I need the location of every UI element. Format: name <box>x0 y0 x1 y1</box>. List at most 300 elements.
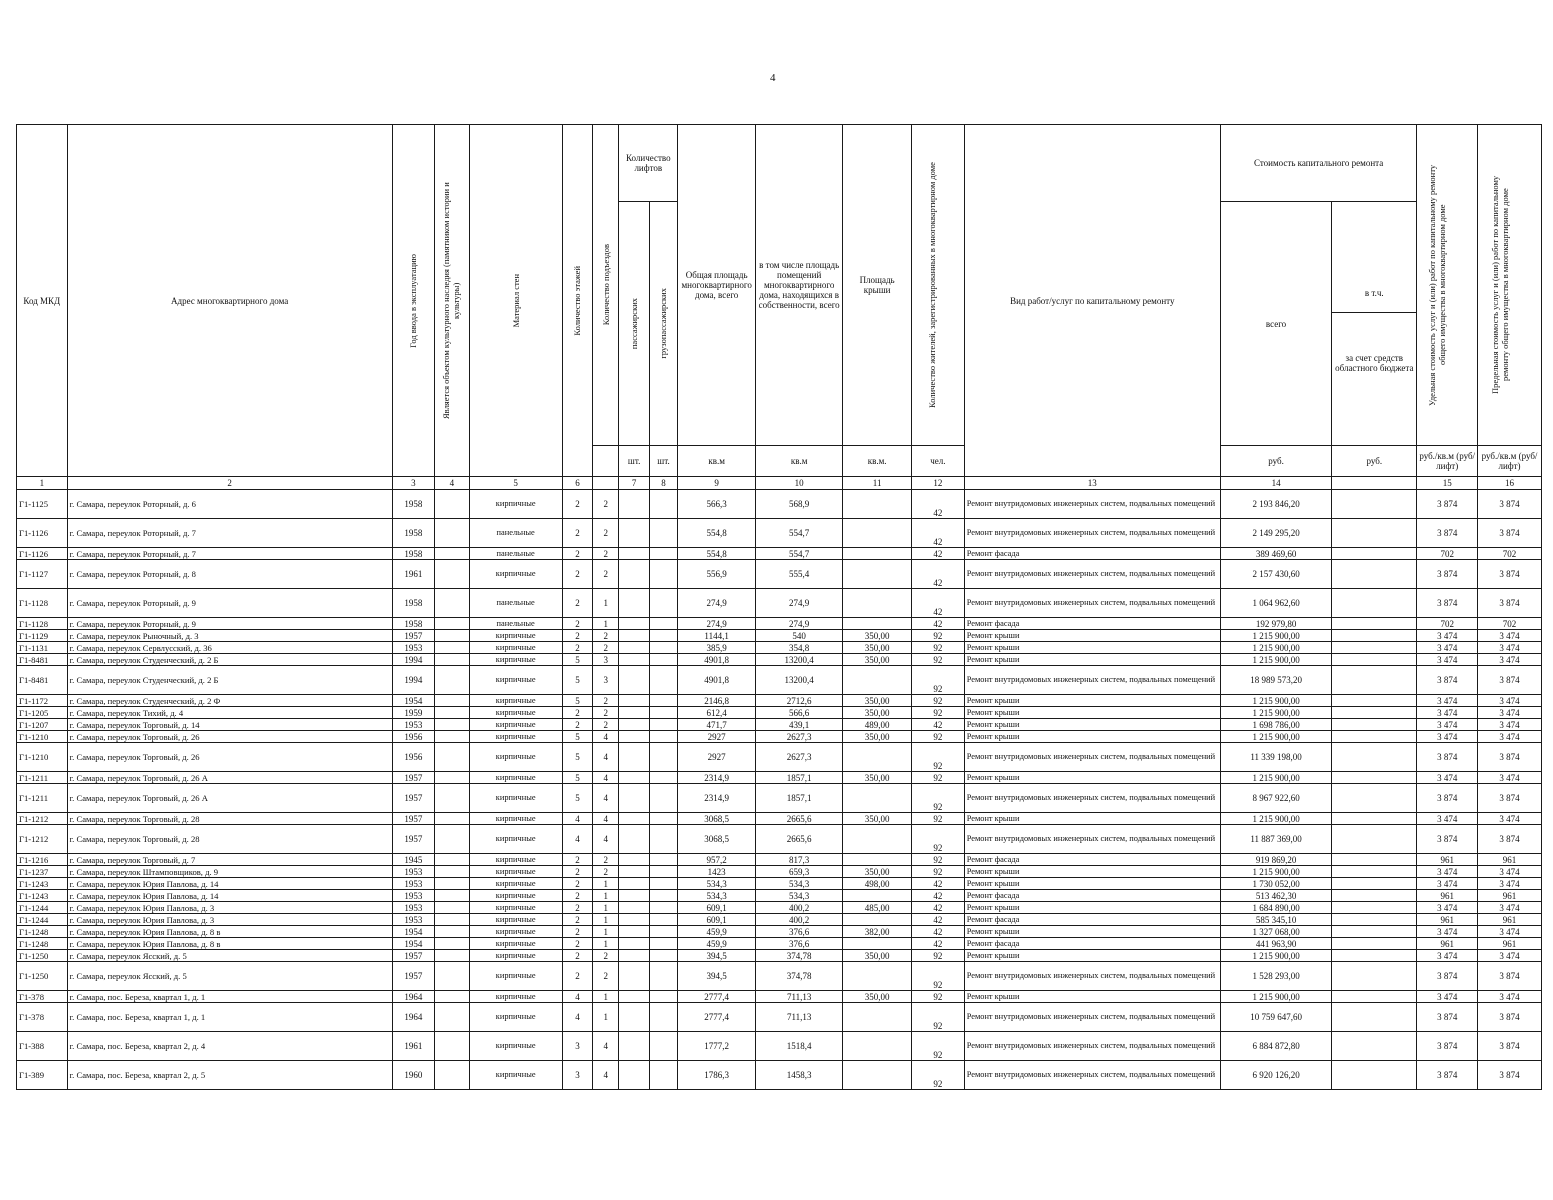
cell-cost-region <box>1332 1061 1417 1090</box>
cell-code: Г1-1131 <box>17 642 68 654</box>
cell-lifts-cargo <box>649 772 677 784</box>
cell-entrances: 1 <box>593 926 619 938</box>
cell-address: г. Самара, переулок Торговый, д. 26 А <box>67 772 392 784</box>
cell-limit-cost: 3 874 <box>1478 589 1542 618</box>
cell-limit-cost: 3 474 <box>1478 950 1542 962</box>
cell-entrances: 1 <box>593 1003 619 1032</box>
cell-cost-total: 1 215 900,00 <box>1220 866 1331 878</box>
cell-cost-total: 1 215 900,00 <box>1220 654 1331 666</box>
cell-address: г. Самара, переулок Торговый, д. 26 <box>67 743 392 772</box>
header-cost-incl: в т.ч. <box>1332 274 1416 313</box>
cell-owned-area: 274,9 <box>756 589 843 618</box>
cell-floors: 2 <box>562 866 592 878</box>
cell-owned-area: 376,6 <box>756 926 843 938</box>
cell-floors: 2 <box>562 630 592 642</box>
column-number: 4 <box>435 477 469 490</box>
cell-work-type: Ремонт внутридомовых инженерных систем, подвальных помещений <box>964 825 1220 854</box>
cell-lifts-cargo <box>649 991 677 1003</box>
cell-heritage <box>435 914 469 926</box>
cell-residents: 92 <box>912 825 965 854</box>
cell-owned-area: 374,78 <box>756 950 843 962</box>
cell-address: г. Самара, переулок Роторный, д. 8 <box>67 560 392 589</box>
cell-owned-area: 566,6 <box>756 707 843 719</box>
cell-cost-total: 389 469,60 <box>1220 548 1331 560</box>
header-cost-total: всего <box>1220 202 1331 446</box>
cell-material: кирпичные <box>469 890 562 902</box>
cell-floors: 5 <box>562 654 592 666</box>
cell-heritage <box>435 813 469 825</box>
table-row <box>17 548 1542 560</box>
cell-owned-area: 1857,1 <box>756 772 843 784</box>
cell-lifts-pass <box>619 707 649 719</box>
cell-code: Г1-1248 <box>17 926 68 938</box>
cell-residents: 42 <box>912 719 965 731</box>
header-residents: Количество жителей, зарегистрированных в многоквартирном доме <box>912 125 965 446</box>
cell-lifts-pass <box>619 589 649 618</box>
table-row <box>17 519 1542 548</box>
cell-unit-cost: 3 874 <box>1417 519 1478 548</box>
cell-entrances: 2 <box>593 548 619 560</box>
cell-residents: 42 <box>912 560 965 589</box>
cell-unit-cost: 961 <box>1417 914 1478 926</box>
cell-lifts-pass <box>619 519 649 548</box>
cell-material: кирпичные <box>469 1061 562 1090</box>
cell-unit-cost: 3 474 <box>1417 772 1478 784</box>
cell-owned-area: 555,4 <box>756 560 843 589</box>
cell-work-type: Ремонт крыши <box>964 926 1220 938</box>
cell-work-type: Ремонт фасада <box>964 618 1220 630</box>
cell-lifts-pass <box>619 784 649 813</box>
cell-cost-total: 1 215 900,00 <box>1220 642 1331 654</box>
cell-total-area: 2927 <box>678 743 756 772</box>
cell-lifts-cargo <box>649 1032 677 1061</box>
cell-total-area: 274,9 <box>678 618 756 630</box>
column-number: 3 <box>392 477 435 490</box>
cell-floors: 2 <box>562 962 592 991</box>
cell-unit-cost: 3 474 <box>1417 642 1478 654</box>
table-row <box>17 707 1542 719</box>
cell-cost-region <box>1332 519 1417 548</box>
cell-unit-cost: 961 <box>1417 854 1478 866</box>
cell-address: г. Самара, переулок Студенческий, д. 2 Б <box>67 666 392 695</box>
cell-unit-cost: 3 474 <box>1417 719 1478 731</box>
cell-limit-cost: 3 474 <box>1478 719 1542 731</box>
cell-code: Г1-1243 <box>17 878 68 890</box>
cell-code: Г1-1125 <box>17 490 68 519</box>
cell-unit-cost: 3 874 <box>1417 560 1478 589</box>
cell-lifts-pass <box>619 695 649 707</box>
table-row <box>17 560 1542 589</box>
cell-lifts-pass <box>619 938 649 950</box>
cell-roof-area <box>843 519 912 548</box>
cell-cost-region <box>1332 772 1417 784</box>
cell-code: Г1-1212 <box>17 825 68 854</box>
cell-cost-total: 513 462,30 <box>1220 890 1331 902</box>
cell-owned-area: 400,2 <box>756 914 843 926</box>
cell-lifts-pass <box>619 1032 649 1061</box>
header-limit-cost: Предельная стоимость услуг и (или) работ по капитальному ремонту общего имущества в многоквартирном доме <box>1478 125 1542 446</box>
cell-lifts-pass <box>619 654 649 666</box>
cell-lifts-cargo <box>649 902 677 914</box>
cell-entrances: 2 <box>593 707 619 719</box>
cell-heritage <box>435 743 469 772</box>
unit-total-area: кв.м <box>678 446 756 477</box>
cell-owned-area: 354,8 <box>756 642 843 654</box>
cell-roof-area: 350,00 <box>843 866 912 878</box>
cell-residents: 92 <box>912 784 965 813</box>
cell-floors: 2 <box>562 707 592 719</box>
cell-total-area: 609,1 <box>678 902 756 914</box>
cell-unit-cost: 3 874 <box>1417 589 1478 618</box>
cell-entrances: 4 <box>593 743 619 772</box>
capital-repair-table <box>16 124 1542 1090</box>
cell-floors: 2 <box>562 878 592 890</box>
cell-roof-area <box>843 1032 912 1061</box>
cell-unit-cost: 3 474 <box>1417 878 1478 890</box>
cell-roof-area <box>843 890 912 902</box>
cell-cost-total: 585 345,10 <box>1220 914 1331 926</box>
cell-year: 1953 <box>392 642 435 654</box>
table-row <box>17 902 1542 914</box>
cell-heritage <box>435 878 469 890</box>
cell-entrances: 1 <box>593 878 619 890</box>
cell-lifts-pass <box>619 914 649 926</box>
cell-code: Г1-8481 <box>17 666 68 695</box>
cell-material: кирпичные <box>469 914 562 926</box>
cell-owned-area: 711,13 <box>756 1003 843 1032</box>
cell-residents: 92 <box>912 1003 965 1032</box>
cell-residents: 92 <box>912 854 965 866</box>
cell-unit-cost: 3 474 <box>1417 731 1478 743</box>
header-year: Год ввода в эксплуатацию <box>392 125 435 477</box>
table-row <box>17 642 1542 654</box>
cell-work-type: Ремонт внутридомовых инженерных систем, подвальных помещений <box>964 1032 1220 1061</box>
cell-year: 1945 <box>392 854 435 866</box>
cell-cost-region <box>1332 866 1417 878</box>
cell-unit-cost: 3 474 <box>1417 695 1478 707</box>
table-row <box>17 630 1542 642</box>
cell-material: панельные <box>469 519 562 548</box>
cell-lifts-pass <box>619 772 649 784</box>
table-row <box>17 784 1542 813</box>
cell-unit-cost: 3 874 <box>1417 962 1478 991</box>
cell-roof-area <box>843 560 912 589</box>
cell-material: панельные <box>469 589 562 618</box>
cell-limit-cost: 3 874 <box>1478 962 1542 991</box>
cell-residents: 92 <box>912 950 965 962</box>
cell-code: Г1-1210 <box>17 731 68 743</box>
cell-owned-area: 2627,3 <box>756 743 843 772</box>
column-number: 15 <box>1417 477 1478 490</box>
cell-heritage <box>435 630 469 642</box>
cell-lifts-pass <box>619 548 649 560</box>
cell-cost-region <box>1332 1003 1417 1032</box>
cell-total-area: 534,3 <box>678 878 756 890</box>
cell-lifts-cargo <box>649 914 677 926</box>
cell-residents: 42 <box>912 618 965 630</box>
cell-work-type: Ремонт внутридомовых инженерных систем, подвальных помещений <box>964 560 1220 589</box>
cell-year: 1953 <box>392 890 435 902</box>
cell-residents: 92 <box>912 666 965 695</box>
column-number: 9 <box>678 477 756 490</box>
cell-roof-area <box>843 618 912 630</box>
header-work-type: Вид работ/услуг по капитальному ремонту <box>964 125 1220 477</box>
cell-total-area: 1777,2 <box>678 1032 756 1061</box>
table-row <box>17 731 1542 743</box>
cell-entrances: 4 <box>593 772 619 784</box>
cell-heritage <box>435 825 469 854</box>
cell-limit-cost: 961 <box>1478 938 1542 950</box>
cell-residents: 92 <box>912 731 965 743</box>
cell-owned-area: 540 <box>756 630 843 642</box>
cell-lifts-pass <box>619 743 649 772</box>
cell-total-area: 2314,9 <box>678 772 756 784</box>
cell-roof-area: 350,00 <box>843 813 912 825</box>
cell-limit-cost: 3 874 <box>1478 560 1542 589</box>
unit-roof-area: кв.м. <box>843 446 912 477</box>
cell-code: Г1-1128 <box>17 618 68 630</box>
cell-lifts-cargo <box>649 731 677 743</box>
cell-address: г. Самара, переулок Тихий, д. 4 <box>67 707 392 719</box>
cell-code: Г1-1126 <box>17 548 68 560</box>
cell-work-type: Ремонт внутридомовых инженерных систем, подвальных помещений <box>964 784 1220 813</box>
cell-roof-area: 350,00 <box>843 695 912 707</box>
cell-floors: 5 <box>562 784 592 813</box>
table-row <box>17 719 1542 731</box>
cell-limit-cost: 3 874 <box>1478 784 1542 813</box>
cell-material: панельные <box>469 618 562 630</box>
cell-work-type: Ремонт внутридомовых инженерных систем, подвальных помещений <box>964 743 1220 772</box>
cell-material: кирпичные <box>469 772 562 784</box>
cell-cost-region <box>1332 707 1417 719</box>
cell-lifts-pass <box>619 731 649 743</box>
cell-lifts-cargo <box>649 666 677 695</box>
cell-floors: 4 <box>562 813 592 825</box>
table-row <box>17 938 1542 950</box>
header-unit-cost: Удельная стоимость услуг и (или) работ по капитальному ремонту общего имущества в многоквартирном доме <box>1417 125 1478 446</box>
cell-material: кирпичные <box>469 666 562 695</box>
cell-cost-region <box>1332 743 1417 772</box>
cell-address: г. Самара, переулок Рыночный, д. 3 <box>67 630 392 642</box>
cell-owned-area: 1518,4 <box>756 1032 843 1061</box>
cell-heritage <box>435 866 469 878</box>
cell-material: кирпичные <box>469 784 562 813</box>
cell-lifts-cargo <box>649 654 677 666</box>
cell-cost-total: 6 920 126,20 <box>1220 1061 1331 1090</box>
cell-residents: 42 <box>912 890 965 902</box>
cell-code: Г1-1127 <box>17 560 68 589</box>
cell-code: Г1-1129 <box>17 630 68 642</box>
cell-year: 1958 <box>392 519 435 548</box>
cell-floors: 5 <box>562 772 592 784</box>
cell-cost-total: 1 698 786,00 <box>1220 719 1331 731</box>
cell-limit-cost: 702 <box>1478 618 1542 630</box>
cell-code: Г1-1126 <box>17 519 68 548</box>
cell-floors: 2 <box>562 950 592 962</box>
cell-entrances: 2 <box>593 642 619 654</box>
cell-owned-area: 1458,3 <box>756 1061 843 1090</box>
cell-entrances: 1 <box>593 914 619 926</box>
cell-total-area: 3068,5 <box>678 825 756 854</box>
cell-floors: 5 <box>562 731 592 743</box>
column-number <box>593 477 619 490</box>
cell-residents: 92 <box>912 772 965 784</box>
cell-work-type: Ремонт внутридомовых инженерных систем, подвальных помещений <box>964 1061 1220 1090</box>
table-row <box>17 1003 1542 1032</box>
cell-work-type: Ремонт внутридомовых инженерных систем, подвальных помещений <box>964 666 1220 695</box>
cell-year: 1994 <box>392 654 435 666</box>
cell-code: Г1-1216 <box>17 854 68 866</box>
cell-lifts-cargo <box>649 743 677 772</box>
cell-limit-cost: 961 <box>1478 914 1542 926</box>
cell-lifts-cargo <box>649 950 677 962</box>
cell-limit-cost: 3 474 <box>1478 902 1542 914</box>
cell-unit-cost: 961 <box>1417 938 1478 950</box>
cell-material: кирпичные <box>469 1003 562 1032</box>
cell-lifts-cargo <box>649 854 677 866</box>
cell-work-type: Ремонт фасада <box>964 938 1220 950</box>
cell-work-type: Ремонт крыши <box>964 902 1220 914</box>
cell-limit-cost: 3 874 <box>1478 743 1542 772</box>
cell-address: г. Самара, пос. Береза, квартал 1, д. 1 <box>67 991 392 1003</box>
cell-entrances: 2 <box>593 854 619 866</box>
cell-work-type: Ремонт внутридомовых инженерных систем, подвальных помещений <box>964 589 1220 618</box>
cell-unit-cost: 3 874 <box>1417 1061 1478 1090</box>
cell-limit-cost: 3 474 <box>1478 642 1542 654</box>
cell-roof-area <box>843 962 912 991</box>
cell-cost-region <box>1332 490 1417 519</box>
cell-cost-total: 6 884 872,80 <box>1220 1032 1331 1061</box>
cell-lifts-cargo <box>649 719 677 731</box>
cell-limit-cost: 3 474 <box>1478 878 1542 890</box>
cell-unit-cost: 3 474 <box>1417 866 1478 878</box>
cell-unit-cost: 3 474 <box>1417 654 1478 666</box>
cell-material: кирпичные <box>469 695 562 707</box>
cell-limit-cost: 3 474 <box>1478 772 1542 784</box>
cell-code: Г1-1211 <box>17 772 68 784</box>
cell-roof-area: 350,00 <box>843 642 912 654</box>
cell-material: кирпичные <box>469 719 562 731</box>
cell-cost-region <box>1332 548 1417 560</box>
cell-entrances: 4 <box>593 813 619 825</box>
column-number: 16 <box>1478 477 1542 490</box>
cell-roof-area <box>843 825 912 854</box>
cell-work-type: Ремонт крыши <box>964 991 1220 1003</box>
cell-material: кирпичные <box>469 962 562 991</box>
cell-residents: 92 <box>912 1032 965 1061</box>
cell-lifts-cargo <box>649 866 677 878</box>
cell-roof-area: 498,00 <box>843 878 912 890</box>
cell-floors: 2 <box>562 914 592 926</box>
cell-roof-area <box>843 1061 912 1090</box>
cell-year: 1957 <box>392 772 435 784</box>
cell-owned-area: 659,3 <box>756 866 843 878</box>
cell-floors: 2 <box>562 719 592 731</box>
table-row <box>17 589 1542 618</box>
cell-material: кирпичные <box>469 813 562 825</box>
cell-heritage <box>435 1032 469 1061</box>
cell-address: г. Самара, переулок Роторный, д. 6 <box>67 490 392 519</box>
cell-lifts-pass <box>619 666 649 695</box>
cell-residents: 92 <box>912 654 965 666</box>
cell-total-area: 385,9 <box>678 642 756 654</box>
column-number: 14 <box>1220 477 1331 490</box>
cell-unit-cost: 3 874 <box>1417 1003 1478 1032</box>
table-row <box>17 950 1542 962</box>
cell-roof-area: 489,00 <box>843 719 912 731</box>
cell-address: г. Самара, переулок Роторный, д. 7 <box>67 548 392 560</box>
cell-lifts-pass <box>619 630 649 642</box>
cell-code: Г1-1250 <box>17 950 68 962</box>
cell-code: Г1-1172 <box>17 695 68 707</box>
cell-year: 1953 <box>392 878 435 890</box>
table-row <box>17 854 1542 866</box>
cell-entrances: 2 <box>593 962 619 991</box>
cell-cost-total: 1 215 900,00 <box>1220 813 1331 825</box>
cell-roof-area <box>843 1003 912 1032</box>
cell-work-type: Ремонт фасада <box>964 890 1220 902</box>
cell-code: Г1-1205 <box>17 707 68 719</box>
table-row <box>17 1032 1542 1061</box>
cell-total-area: 394,5 <box>678 950 756 962</box>
cell-lifts-cargo <box>649 707 677 719</box>
table-row <box>17 490 1542 519</box>
cell-heritage <box>435 890 469 902</box>
cell-cost-region <box>1332 854 1417 866</box>
cell-year: 1957 <box>392 813 435 825</box>
cell-work-type: Ремонт крыши <box>964 654 1220 666</box>
cell-residents: 42 <box>912 548 965 560</box>
cell-residents: 42 <box>912 878 965 890</box>
unit-unit-cost: руб./кв.м (руб/лифт) <box>1417 446 1478 477</box>
cell-floors: 2 <box>562 890 592 902</box>
cell-work-type: Ремонт внутридомовых инженерных систем, подвальных помещений <box>964 962 1220 991</box>
cell-floors: 5 <box>562 743 592 772</box>
cell-work-type: Ремонт внутридомовых инженерных систем, подвальных помещений <box>964 519 1220 548</box>
cell-address: г. Самара, переулок Юрия Павлова, д. 8 в <box>67 938 392 950</box>
header-owned-area: в том числе площадь помещений многоквартирного дома, находящихся в собственности, всего <box>756 125 843 446</box>
cell-material: кирпичные <box>469 654 562 666</box>
cell-total-area: 2927 <box>678 731 756 743</box>
cell-material: кирпичные <box>469 902 562 914</box>
cell-heritage <box>435 666 469 695</box>
cell-owned-area: 817,3 <box>756 854 843 866</box>
table-row <box>17 695 1542 707</box>
cell-cost-region <box>1332 784 1417 813</box>
cell-owned-area: 400,2 <box>756 902 843 914</box>
cell-entrances: 2 <box>593 719 619 731</box>
cell-limit-cost: 3 474 <box>1478 991 1542 1003</box>
unit-cost-region: руб. <box>1332 446 1417 477</box>
cell-cost-total: 1 215 900,00 <box>1220 707 1331 719</box>
cell-limit-cost: 3 474 <box>1478 866 1542 878</box>
cell-total-area: 556,9 <box>678 560 756 589</box>
header-row-1 <box>17 125 1542 202</box>
cell-work-type: Ремонт крыши <box>964 630 1220 642</box>
cell-entrances: 1 <box>593 902 619 914</box>
cell-cost-region <box>1332 618 1417 630</box>
cell-address: г. Самара, переулок Роторный, д. 9 <box>67 618 392 630</box>
cell-limit-cost: 3 474 <box>1478 695 1542 707</box>
cell-material: кирпичные <box>469 490 562 519</box>
cell-cost-region <box>1332 630 1417 642</box>
cell-unit-cost: 3 474 <box>1417 902 1478 914</box>
cell-year: 1954 <box>392 938 435 950</box>
cell-address: г. Самара, переулок Юрия Павлова, д. 8 в <box>67 926 392 938</box>
cell-unit-cost: 3 474 <box>1417 926 1478 938</box>
unit-residents: чел. <box>912 446 965 477</box>
cell-limit-cost: 3 474 <box>1478 630 1542 642</box>
